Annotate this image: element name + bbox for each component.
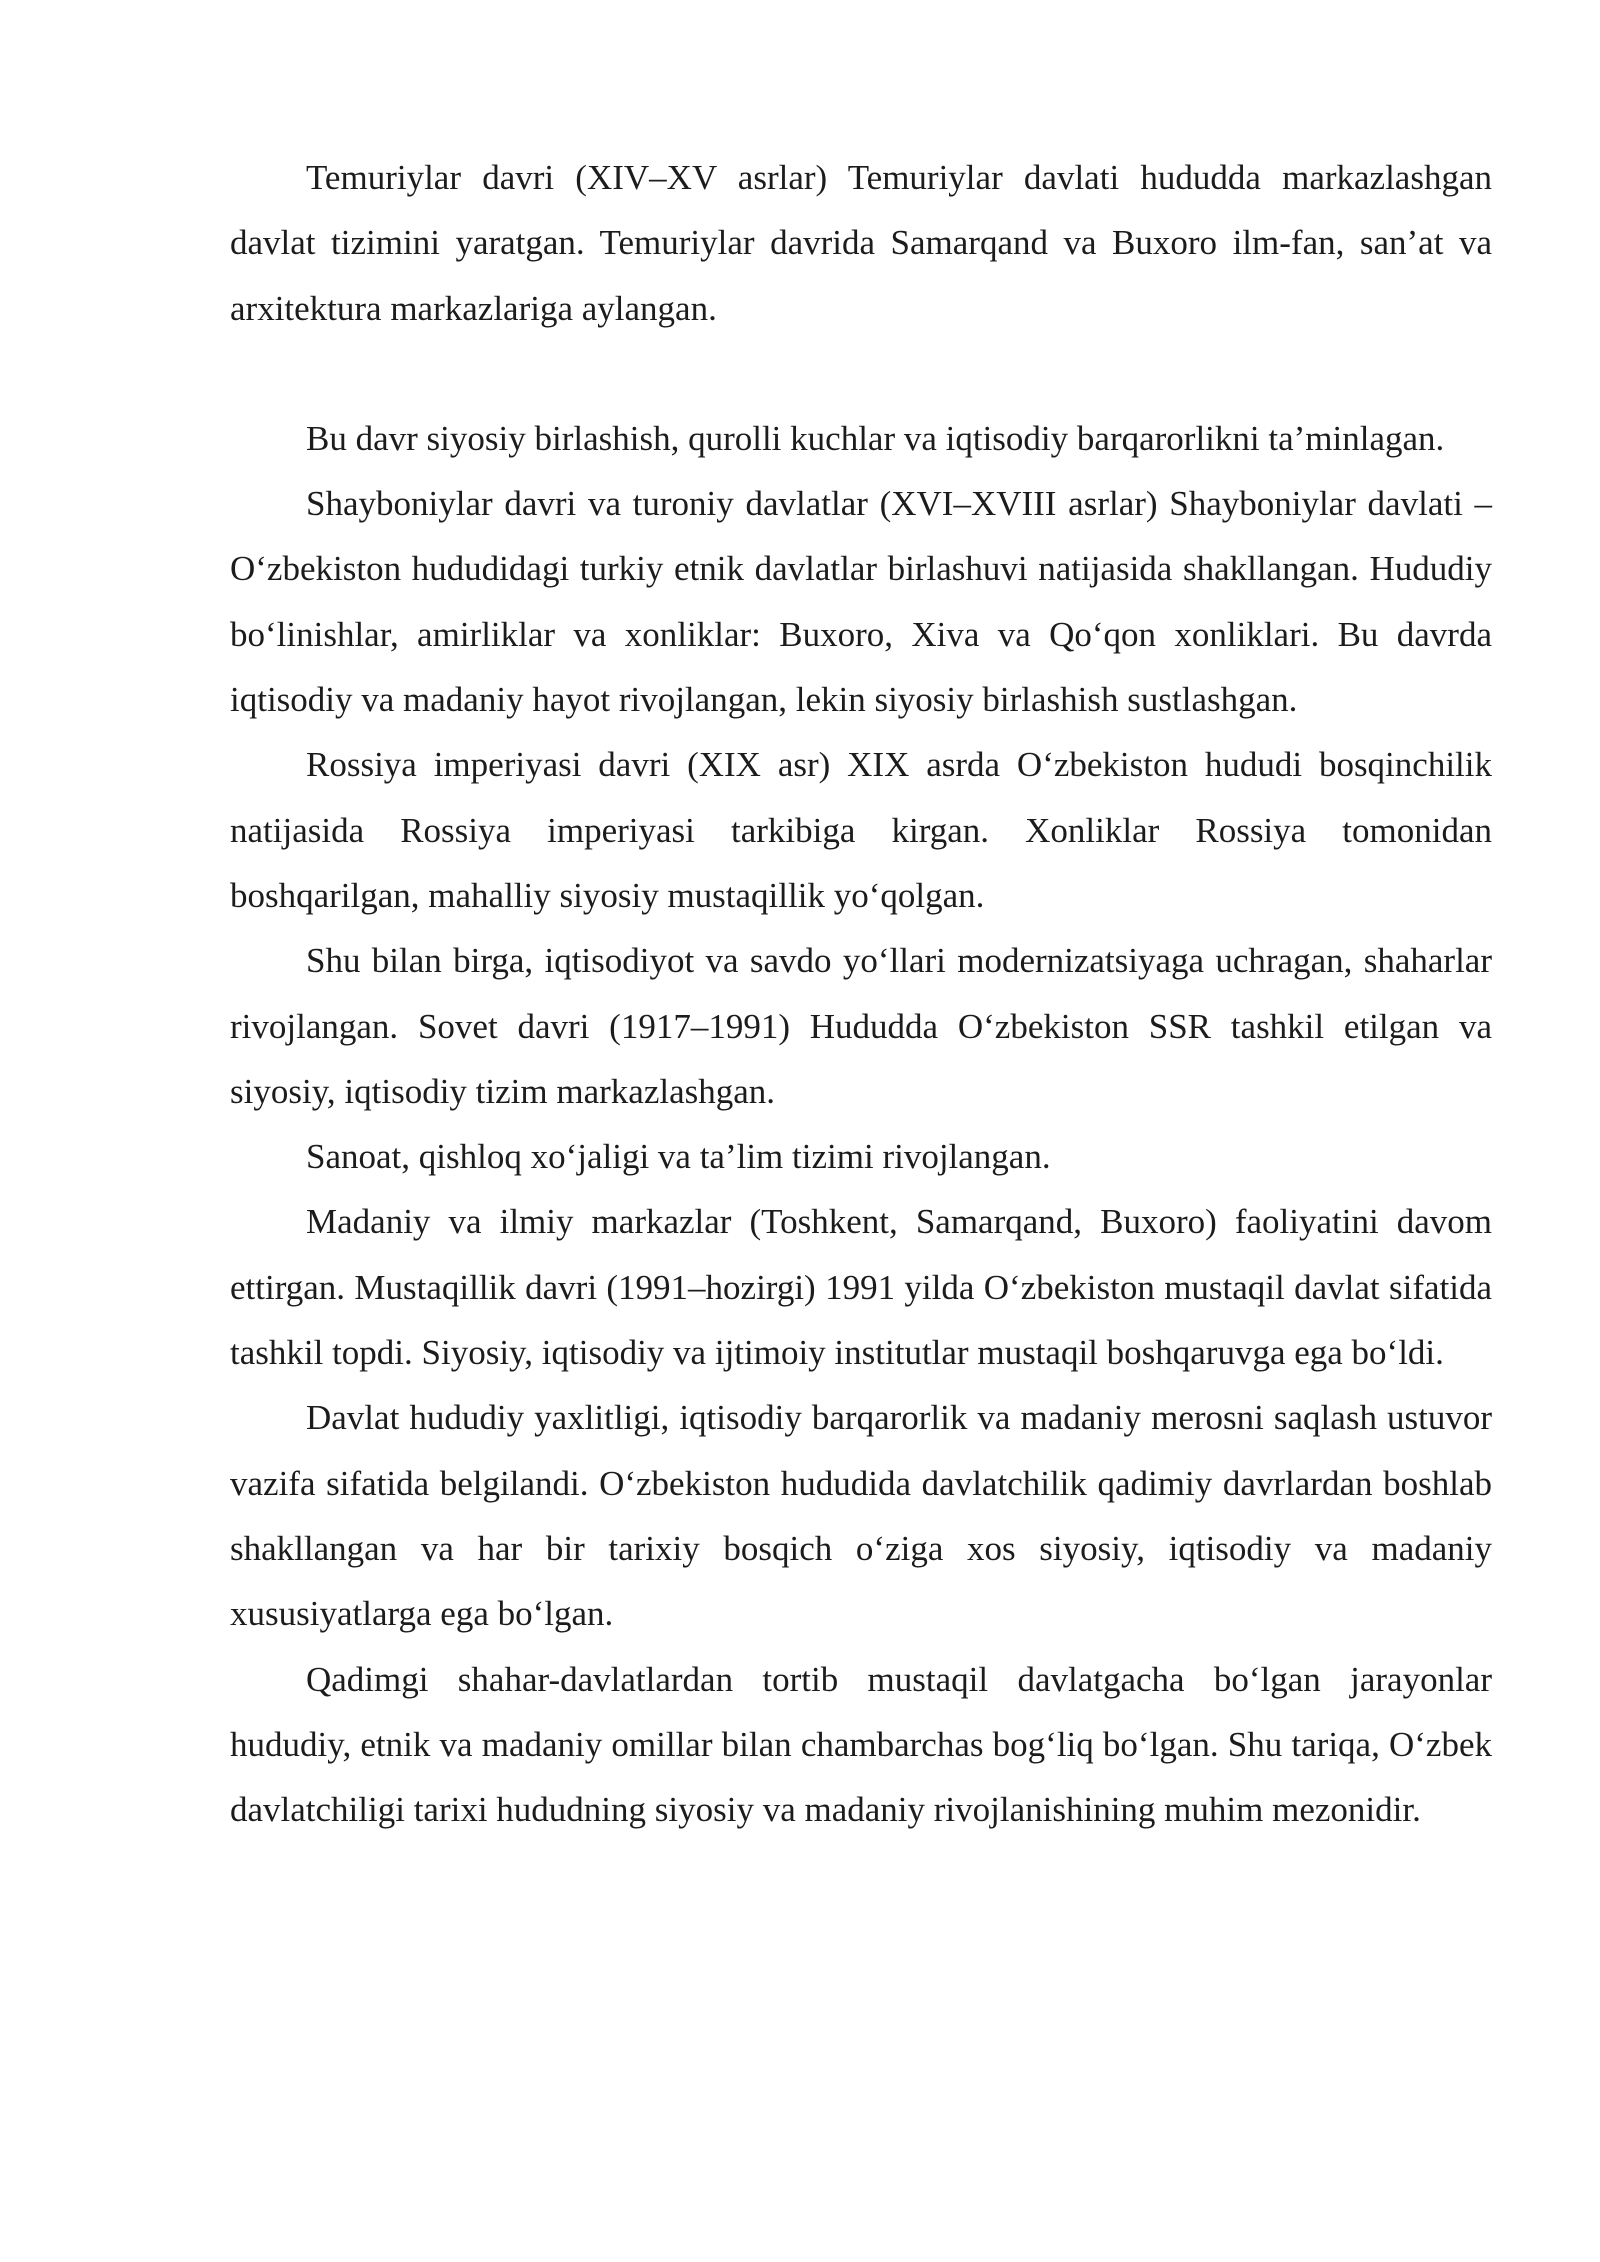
paragraph-siyosiy-birlashish: Bu davr siyosiy birlashish, qurolli kuchlar va iqtisodiy barqarorlikni ta’minlagan. bbox=[306, 418, 1445, 458]
paragraph-temuriylar: Temuriylar davri (XIV–XV asrlar) Temuriylar davlati hududda markazlashgan davlat tizimini yaratgan. Temuriylar davrida Samarqand va Buxoro ilm-fan, san’at va arxitektura markazlariga aylangan. bbox=[230, 158, 1492, 328]
paragraph-davlat-hududiy: Davlat hududiy yaxlitligi, iqtisodiy barqarorlik va madaniy merosni saqlash ustuvor vazifa sifatida belgilandi. O‘zbekiston hududida davlatchilik qadimiy davrlardan boshlab shakllangan va har bir tarixiy bosqich o‘ziga xos siyosiy, iqtisodiy va madaniy xususiyatlarga ega bo‘lgan. bbox=[230, 1398, 1492, 1634]
paragraph-qadimgi-shahar: Qadimgi shahar-davlatlardan tortib mustaqil davlatgacha bo‘lgan jarayonlar hududiy, etnik va madaniy omillar bilan chambarchas bog‘liq bo‘lgan. Shu tariqa, O‘zbek davlatchiligi tarixi hududning siyosiy va madaniy rivojlanishining muhim mezonidir. bbox=[230, 1659, 1492, 1830]
paragraph-rossiya-imperiyasi: Rossiya imperiyasi davri (XIX asr) XIX asrda O‘zbekiston hududi bosqinchilik natijasida Rossiya imperiyasi tarkibiga kirgan. Xonliklar Rossiya tomonidan boshqarilgan, mahalliy siyosiy mustaqillik yo‘qolgan. bbox=[230, 745, 1492, 915]
document-body bbox=[230, 145, 1492, 1842]
paragraph-sanoat: Sanoat, qishloq xo‘jaligi va ta’lim tizimi rivojlangan. bbox=[306, 1137, 1051, 1177]
paragraph-shayboniylar: Shayboniylar davri va turoniy davlatlar (XVI–XVIII asrlar) Shayboniylar davlati – O‘zbekiston hududidagi turkiy etnik davlatlar birlashuvi natijasida shakllangan. Hududiy bo‘linishlar, amirliklar va xonliklar: Buxoro, Xiva va Qo‘qon xonliklari. Bu davrda iqtisodiy va madaniy hayot rivojlangan, lekin siyosiy birlashish sustlashgan. bbox=[230, 484, 1492, 720]
paragraph-mustaqillik: Madaniy va ilmiy markazlar (Toshkent, Samarqand, Buxoro) faoliyatini davom ettirgan. Mustaqillik davri (1991–hozirgi) 1991 yilda O‘zbekiston mustaqil davlat sifatida tashkil topdi. Siyosiy, iqtisodiy va ijtimoiy institutlar mustaqil boshqaruvga ega bo‘ldi. bbox=[230, 1202, 1492, 1373]
paragraph-sovet-davri: Shu bilan birga, iqtisodiyot va savdo yo‘llari modernizatsiyaga uchragan, shaharlar rivojlangan. Sovet davri (1917–1991) Hududda O‘zbekiston SSR tashkil etilgan va siyosiy, iqtisodiy tizim markazlashgan. bbox=[230, 941, 1492, 1111]
